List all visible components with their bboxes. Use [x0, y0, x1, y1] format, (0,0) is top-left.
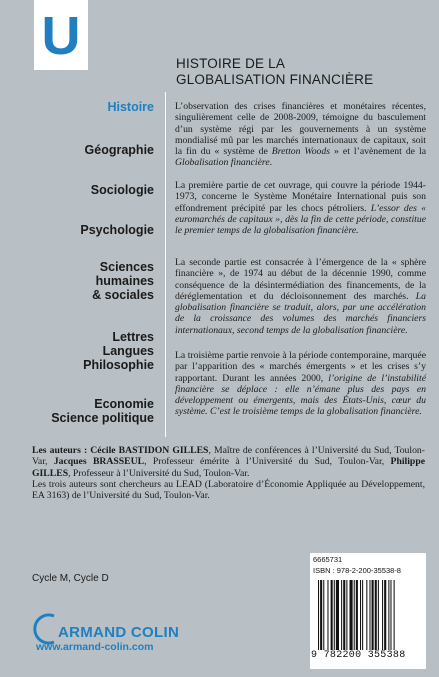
authors-note: Les trois auteurs sont chercheurs au LEAD (Laboratoire d’Économie Appliquée au Développement, EA 3163) de l’Université du Sud, Toulon-Var. — [32, 478, 425, 502]
category-humaines: humaines — [95, 274, 154, 288]
category-histoire: Histoire — [107, 100, 154, 114]
p1-text-e: . — [269, 157, 273, 169]
category-sociales: & sociales — [92, 288, 154, 302]
cycle-label: Cycle M, Cycle D — [32, 573, 109, 584]
authors-label: Les auteurs : — [32, 445, 91, 456]
category-langues: Langues — [102, 344, 154, 358]
category-geographie: Géographie — [84, 143, 154, 157]
isbn-label: ISBN : 978-2-200-35538-8 — [313, 566, 401, 575]
authors-paragraph — [32, 445, 425, 479]
category-psychologie: Psychologie — [80, 223, 154, 237]
paragraph-4 — [175, 350, 426, 418]
barcode-icon — [318, 580, 422, 650]
publisher-name: ARMAND COLIN — [58, 624, 180, 641]
p2-text-a: La première partie de cet ouvrage, qui couvre la période 1944-1973, concerne le Système Monétaire International puis son effondrement précipité par les chocs pétroliers. — [175, 180, 426, 214]
book-title — [176, 56, 426, 88]
category-lettres: Lettres — [112, 330, 154, 344]
paragraph-3 — [175, 257, 426, 336]
paragraph-1 — [175, 101, 426, 169]
category-sciences: Sciences — [99, 260, 154, 274]
author-desc-2: , Professeur émérite à l’Université du Sud, Toulon-Var, — [144, 456, 391, 468]
p4-text-a: La troisième partie renvoie à la période contemporaine, marquée par l’apparition des « marchés émergents » et les crises s’y rapportant. Durant les années 2000, — [175, 350, 426, 384]
category-philosophie: Philosophie — [83, 358, 154, 372]
author-name-3: Philippe GILLES — [32, 456, 426, 479]
author-name-1: Cécile BASTIDON GILLES — [90, 445, 209, 456]
title-line-1: HISTOIRE DE LA — [176, 56, 286, 71]
author-desc-1: , Maître de conférences à l’Université du Sud, Toulon-Var, — [32, 445, 425, 468]
p1-text-d: Globalisation financière — [175, 157, 270, 169]
authors-block — [32, 445, 425, 501]
paragraph-2 — [175, 180, 426, 236]
p2-text-b: L’essor des « euromarchés de capitaux », dès la fin de cette période, constitue le premier temps de la globalisation financière. — [175, 202, 426, 237]
publisher-url: www.armand-colin.com — [36, 641, 154, 653]
p1-text-c: » et l’avènement de la — [330, 146, 426, 158]
p4-text-b: l’origine de l’instabilité financière se déplace : elle n’émane plus des pays en développement ou émergents, mais des États-Unis, cœur du système. C’est le troisième temps de la globalisation financière. — [175, 372, 426, 418]
category-economie: Economie — [94, 397, 154, 411]
title-line-2: GLOBALISATION FINANCIÈRE — [176, 72, 374, 87]
column-divider — [165, 92, 166, 437]
author-desc-3: , Professeur à l’Université du Sud, Toulon-Var. — [68, 467, 250, 479]
p3-text-a: La seconde partie est consacrée à l’émergence de la « sphère financière », de 1974 au début de la décennie 1990, comme conséquence de la désintermédiation des financements, de la déréglementation et du décloisonnement des marchés. — [175, 257, 426, 302]
p1-text-b: Bretton Woods — [271, 146, 331, 158]
p1-text-a: L’observation des crises financières et monétaires récentes, singulièrement celle de 2008-2009, témoigne du basculement d’un système régi par les gouvernements à un système mondialisé mû par les marchés internationaux de capitaux, soit la fin du « système de — [175, 101, 426, 158]
collection-logo: U — [41, 6, 81, 66]
product-code: 6665731 — [313, 555, 343, 564]
author-name-2: Jacques BRASSEUL — [53, 456, 145, 468]
p3-text-b: La globalisation financière se traduit, alors, par une accélération de la croissance des volumes des marchés financiers internationaux, second temps de la globalisation financière. — [175, 290, 426, 336]
ean-number: 9 782200 355388 — [311, 650, 406, 661]
category-science-politique: Science politique — [51, 411, 154, 425]
category-sociologie: Sociologie — [90, 183, 154, 197]
